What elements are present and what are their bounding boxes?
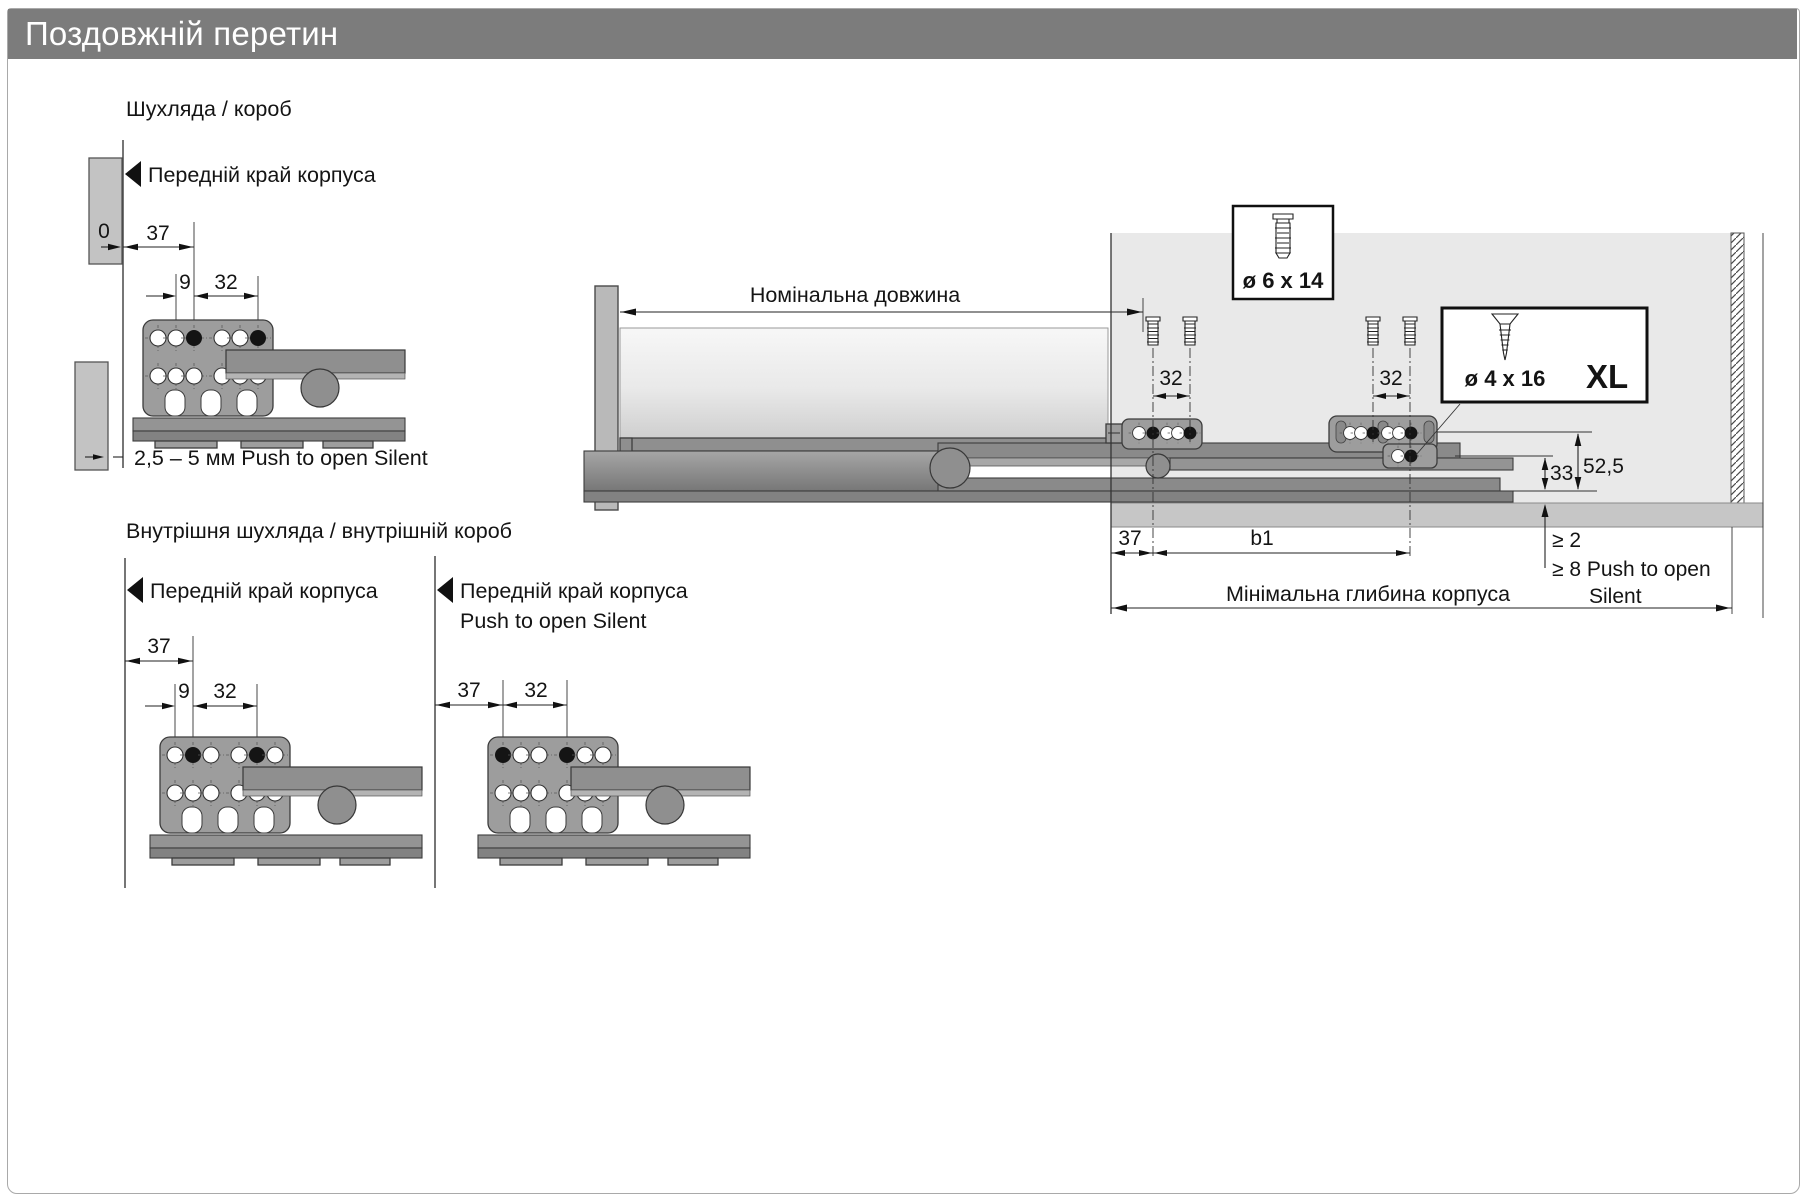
front-edge-label: Передній край корпуса: [150, 579, 378, 603]
dim-9: 9: [179, 271, 191, 294]
drawing-assembly-section: [584, 206, 1763, 618]
roller-icon: [1146, 454, 1170, 478]
min-depth-label: Мінімальна глибина корпуса: [1225, 582, 1511, 606]
front-edge-label: Передній край корпуса: [148, 163, 376, 187]
dim-37: 37: [147, 635, 171, 658]
dim-52-5: 52,5: [1583, 455, 1624, 478]
cabinet-back-wall: [1731, 233, 1744, 503]
dim-37: 37: [146, 222, 170, 245]
cabinet-front-panel: [89, 158, 122, 264]
dim-32: 32: [524, 679, 548, 702]
dim-37: 37: [1118, 527, 1142, 550]
drawing-drawer-front-section: [75, 97, 428, 470]
drawing-inner-drawer-section: [125, 519, 750, 888]
clearance-push: ≥ 8 Push to open: [1552, 558, 1711, 581]
page-title: Поздовжній перетин: [8, 9, 1797, 59]
cabinet-bottom-panel: [1111, 503, 1763, 527]
dim-32-front: 32: [1159, 367, 1183, 390]
roller-icon: [930, 448, 970, 488]
dim-37: 37: [457, 679, 481, 702]
section-heading: Шухляда / короб: [126, 97, 292, 121]
dim-33: 33: [1550, 462, 1574, 485]
front-edge-marker-icon: [125, 161, 141, 187]
screw-icon: [1146, 317, 1160, 345]
screw-size-label: ø 4 x 16: [1464, 366, 1546, 391]
clearance-silent: Silent: [1589, 585, 1642, 608]
screw-size-label: ø 6 x 14: [1242, 268, 1324, 293]
screw-icon: [1183, 317, 1197, 345]
dim-zero: 0: [98, 220, 110, 243]
section-heading: Внутрішня шухляда / внутрішній короб: [126, 519, 512, 543]
clearance-min: ≥ 2: [1552, 529, 1582, 552]
screw-box-6x14: [1233, 206, 1333, 299]
dim-32-rear: 32: [1379, 367, 1403, 390]
screw-icon: [1366, 317, 1380, 345]
xl-tag: XL: [1586, 358, 1629, 395]
screw-icon: [1403, 317, 1417, 345]
front-edge-marker-icon: [437, 577, 453, 603]
drawer-side-panel: [620, 328, 1108, 438]
dim-32: 32: [213, 680, 237, 703]
dim-9: 9: [178, 680, 190, 703]
push-to-open-label: Push to open Silent: [460, 609, 647, 633]
front-edge-label: Передній край корпуса: [460, 579, 688, 603]
dim-32: 32: [214, 271, 238, 294]
nominal-length-label: Номінальна довжина: [749, 283, 961, 307]
gap-note: 2,5 – 5 мм Push to open Silent: [134, 446, 428, 470]
dim-b1: b1: [1250, 527, 1274, 550]
front-edge-marker-icon: [127, 577, 143, 603]
drawer-front-panel: [75, 362, 108, 470]
